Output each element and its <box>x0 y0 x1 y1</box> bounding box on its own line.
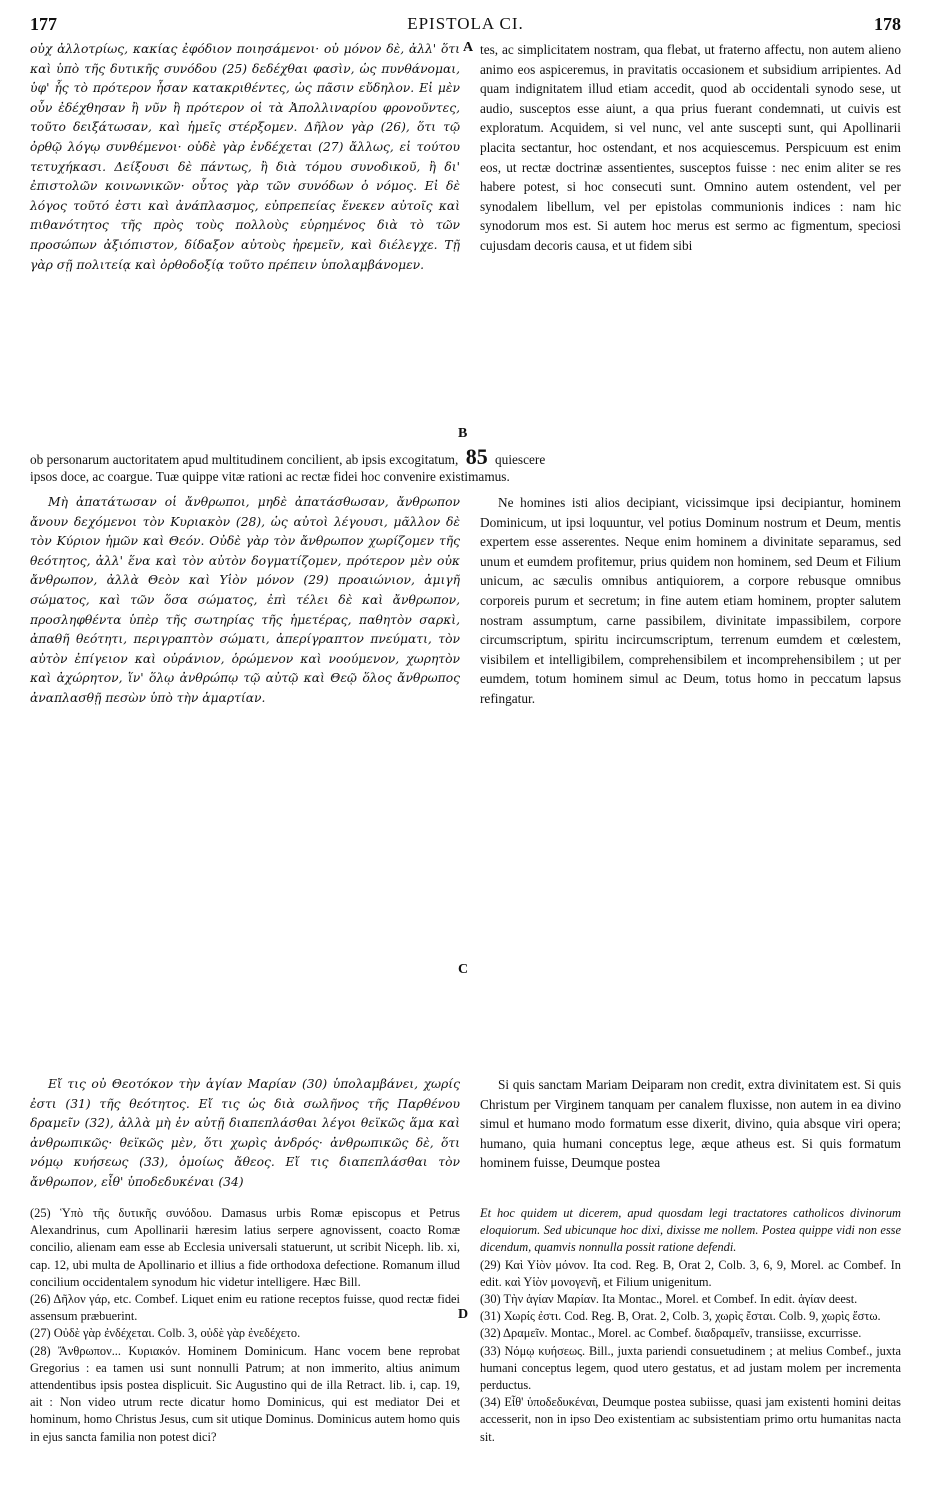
full-width-line-1: ob personarum auctoritatem apud multitudinem concilient, ab ipsis excogitatum, 85 quiescere <box>30 444 546 469</box>
latin-paragraph-2: Ne homines isti alios decipiant, vicissimque ipsi decipiantur, hominem Dominicum, ut ipsi loquuntur, vel potius Dominum nostrum et Deum, mentis expertem esse asserentes. Neque enim hominem a divinitate separamus, sed unum et eumdem profitemur, prius quidem non hominem, sed Deum et Filium unicum, ac sæculis omnibus antiquiorem, a corpore rebusque omnibus corporeis purum et secretum; in fine autem etiam hominem, propter salutem nostram assumptum, carne passibilem, divinitate impassibilem, corpore circumscriptum, spiritu incircumscriptum, terrenum eumdem et cœlestem, visibilem et intelligibilem, comprehensibilem et incomprehensibilem ; ut per eumdem, totum hominem simul ac Deum, totus homo in peccatum lapsus refingatur. <box>480 495 901 706</box>
footnote-27: (27) Οὐδὲ γὰρ ἐνδέχεται. Colb. 3, οὐδὲ γὰρ ἐνεδέχετο. <box>30 1326 301 1341</box>
latin-column-3 <box>480 1075 901 1173</box>
margin-marker-a: A <box>463 40 474 55</box>
page-number-right: 178 <box>873 13 901 34</box>
margin-marker-d: D <box>458 1307 469 1322</box>
latin-column-2 <box>480 493 901 709</box>
footnote-34: (34) Εἶθ' ὑποδεδυκέναι, Deumque postea subiisse, quasi jam existenti homini deitas accesserit, non in ipso Deo existentiam ac subsistentiam primo ortu humanitas nacta sit. <box>480 1395 901 1444</box>
full-width-line-2: ipsos doce, ac coargue. Tuæ quippe vitæ rationi ac rectæ fidei hoc convenire existimamus. <box>30 469 510 484</box>
footnote-30: (30) Τὴν ἁγίαν Μαρίαν. Ita Montac., Morel. et Combef. In edit. ἁγίαν deest. <box>480 1292 858 1307</box>
page-number-left: 177 <box>30 13 57 34</box>
footnote-33: (33) Νόμῳ κυήσεως. Bill., juxta pariendi consuetudinem ; at melius Combef., juxta humani conceptus legem, quod utero gestatus, et ad justam molem per incrementa perductus. <box>480 1343 901 1393</box>
footnote-26: (26) Δῆλον γάρ, etc. Combef. Liquet enim eu ratione receptos fuisse, quod rectæ fidei assensum præbuerint. <box>30 1292 460 1324</box>
footnotes-right <box>480 1205 901 1446</box>
greek-column-2 <box>30 493 460 709</box>
latin-paragraph-3: Si quis sanctam Mariam Deiparam non credit, extra divinitatem est. Si quis Christum per Virginem tanquam per canalem fluxisse, non autem in ea divino simul et humano modo formatum esse dixerit, divino, quia absque viri opera; humano, quia humani conceptus lege, æque atheus est. Si quis formatum hominem fuisse, Deumque postea <box>480 1077 901 1171</box>
greek-column-3 <box>30 1075 460 1193</box>
greek-paragraph-1: οὐχ ἀλλοτρίως, κακίας ἐφόδιον ποιησάμενοι· οὐ μόνον δὲ, ἀλλ' ὅτι καὶ ὑπὸ τῆς δυτικῆς συνόδου (25) δεδέχθαι φασὶν, ὡς πυνθάνομαι, ὑφ' ἧς τὸ πρότερον ἦσαν κατακριθέντες, ὡς πᾶσιν εὔδηλον. Εἰ μὲν οὖν ἐδέχθησαν ἢ νῦν ἢ πρότερον οἱ τὰ Ἀπολλιναρίου φρονοῦντες, τοῦτο δειξάτωσαν, καὶ ἡμεῖς στέρξομεν. Δῆλον γὰρ (26), ὅτι τῷ ὀρθῷ λόγῳ συνθέμενοι· οὐδὲ γὰρ ἐνδέχεται (27) ἄλλως, εἰ τούτου τετυχήκασι. Δείξουσι δὲ πάντως, ἢ διὰ τόμου συνοδικοῦ, ἢ δι' ἐπιστολῶν κοινωνικῶν· οὗτος γὰρ τῶν συνόδων ὁ νόμος. Εἰ δὲ λόγος τοῦτό ἐστι καὶ ἀνάπλασμος, εὐπρεπείας ἕνεκεν αὐτοῖς καὶ πιθανότητος τῆς πρὸς τοὺς πολλοὺς εὑρημένος διὰ τὸ τῶν προσώπων ἀξιόπιστον, δίδαξον αὐτοὺς ἠρεμεῖν, καὶ διέλεγχε. Τῇ γὰρ σῇ πολιτείᾳ καὶ ὀρθοδοξίᾳ τοῦτο πρέπειν ὑπολαμβάνομεν. <box>30 42 460 272</box>
footnote-28-continued: Et hoc quidem ut dicerem, apud quosdam legi tractatores catholicos divinorum eloquiorum. Sed ubicunque hoc dixi, dixisse me nollem. Postea quippe vidi non esse dicendum, quamvis nonnulla possit ratione defendi. <box>480 1206 901 1255</box>
margin-marker-c: C <box>458 962 469 977</box>
page-title: EPISTOLA CI. <box>407 14 524 33</box>
footnote-31: (31) Χωρίς ἐστι. Cod. Reg. B, Orat. 2, Colb. 3, χωρὶς ἔσται. Colb. 9, χωρὶς ἔστω. <box>480 1309 881 1324</box>
latin-column-1 <box>480 40 901 256</box>
latin-paragraph-1: tes, ac simplicitatem nostram, qua flebat, ut fraterno affectu, non autem alieno animo eos aspiceremus, in pravitatis occasionem et subsidium arripientes. Ad quam indignitatem illud etiam accedit, quod ab occidentali synodo sese, ut audio, susceptos esse aiunt, a qua prius fuerant condemnati, ut cuivis est exploratum. Acquidem, si vel nunc, vel ante suscepti sunt, qui Apollinarii placita sectantur, hoc ostendant, et nos acquiescemus. Perspicuum est enim eos, ut rectæ doctrinæ assentientes, susceptos fuisse : nec enim aliter se res habere potest, si hoc consecuti sunt. Omnino autem ostendent, vel per synodalem libellum, vel per epistolas communionis indices : nam hic synodorum mos est. Si autem hoc merus est sermo ac figmentum, speciosi cujusdam decoris causa, et ut fidem sibi <box>480 42 901 253</box>
greek-paragraph-2: Μὴ ἀπατάτωσαν οἱ ἄνθρωποι, μηδὲ ἀπατάσθωσαν, ἄνθρωπον ἄνουν δεχόμενοι τὸν Κυριακὸν (28), ὡς αὐτοὶ λέγουσι, μᾶλλον δὲ τὸν Κύριον ἡμῶν καὶ Θεόν. Οὐδὲ γὰρ τὸν ἄνθρωπον χωρίζομεν τῆς θεότητος, ἀλλ' ἕνα καὶ τὸν αὐτὸν δογματίζομεν, πρότερον μὲν οὐκ ἄνθρωπον, ἀλλὰ Θεὸν καὶ Υἱὸν μόνον (29) προαιώνιον, ἀμιγῆ σώματος, καὶ τῶν ὅσα σώματος, ἐπὶ τέλει δὲ καὶ ἄνθρωπον, προσληφθέντα ὑπὲρ τῆς σωτηρίας τῆς ἡμετέρας, παθητὸν σαρκὶ, ἀπαθῆ θεότητι, περιγραπτὸν σώματι, ἀπερίγραπτον πνεύματι, τὸν αὐτὸν ἐπίγειον καὶ οὐράνιον, ὁρώμενον καὶ νοούμενον, χωρητὸν καὶ ἀχώρητον, ἵν' ὅλῳ ἀνθρώπῳ τῷ αὐτῷ καὶ Θεῷ ὅλος ἄνθρωπος ἀναπλασθῇ πεσὼν ὑπὸ τὴν ἁμαρτίαν. <box>30 495 460 705</box>
footnote-29: (29) Καὶ Υἱὸν μόνον. Ita cod. Reg. B, Orat 2, Colb. 3, 6, 9, Morel. ac Combef. In edit. καὶ Υἱὸν μονογενῆ, et Filium unigenitum. <box>480 1257 901 1289</box>
footnote-32: (32) Δραμεῖν. Montac., Morel. ac Combef. διαδραμεῖν, transiisse, excurrisse. <box>480 1326 862 1341</box>
footnotes-left <box>30 1205 460 1446</box>
margin-marker-b: B <box>458 426 468 441</box>
inline-page-number: 85 <box>465 444 488 469</box>
page-header <box>30 8 901 40</box>
greek-paragraph-3: Εἴ τις οὐ Θεοτόκον τὴν ἁγίαν Μαρίαν (30) ὑπολαμβάνει, χωρίς ἐστι (31) τῆς θεότητος. Εἴ τις ὡς διὰ σωλῆνος τῆς Παρθένου δραμεῖν (32), ἀλλὰ μὴ ἐν αὐτῇ διαπεπλάσθαι λέγοι θεϊκῶς ἅμα καὶ ἀνθρωπικῶς· θεϊκῶς μὲν, ὅτι χωρὶς ἀνδρός· ἀνθρωπικῶς δὲ, ὅτι νόμῳ κυήσεως (33), ὁμοίως ἄθεος. Εἴ τις διαπεπλάσθαι τὸν ἄνθρωπον, εἶθ' ὑποδεδυκέναι (34) <box>30 1077 460 1189</box>
greek-column-1 <box>30 40 460 275</box>
footnote-28: (28) Ἄνθρωπον... Κυριακόν. Hominem Dominicum. Hanc vocem bene reprobat Gregorius : ea tamen usi sunt nonnulli Patrum; at non immerito, altius animum attendentibus ipsis postea displicuit. Sic Augustino qui de illa Retract. lib. i, cap. 19, ait : Non video utrum recte dicatur homo Dominicus, qui est mediator Dei et hominum, homo Christus Jesus, cum sit utique Dominus. Dominicus autem homo quis in ejus sancta familia non potest dici? <box>30 1343 460 1444</box>
footnote-25: (25) Ὑπὸ τῆς δυτικῆς συνόδου. Damasus urbis Romæ episcopus et Petrus Alexandrinus, cum Apollinarii hæresim latius serpere agnovissent, coacto Romæ concilio, alienam eam esse ab Ecclesia universali statuerunt, ut scribit Niceph. lib. xi, cap. 12, ubi multa de Apollinario et illius a fide orthodoxa defectione. Romanum illud concilium occidentalem synodum hic videtur intelligere. Hæc Bill. <box>30 1206 460 1289</box>
